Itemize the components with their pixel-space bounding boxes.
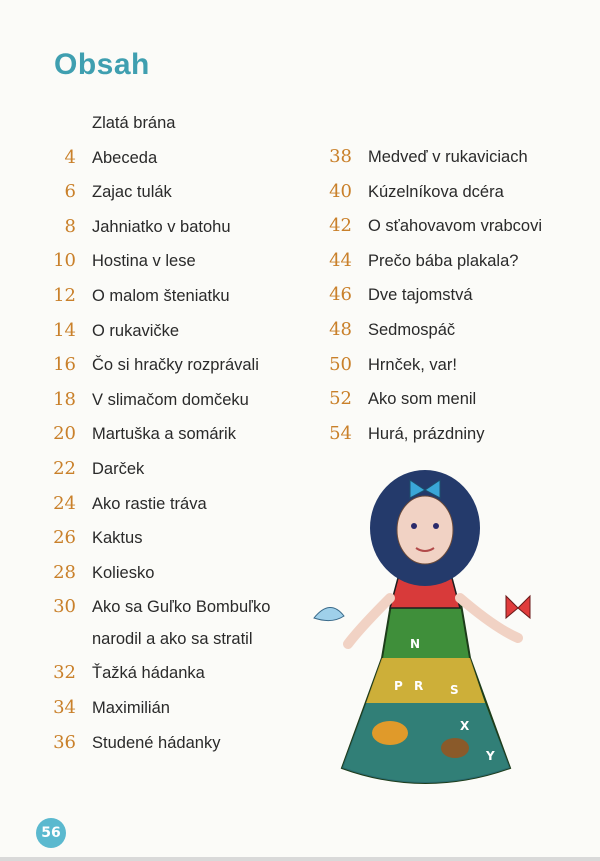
toc-entry[interactable]	[48, 146, 308, 181]
toc-entry[interactable]	[48, 388, 308, 423]
toc-entry[interactable]	[48, 731, 308, 766]
dress-band	[366, 658, 485, 703]
toc-entry[interactable]	[48, 492, 308, 527]
svg-text:N: N	[410, 637, 421, 651]
page-title: Obsah	[54, 48, 150, 81]
toc-entry[interactable]	[48, 319, 308, 354]
toc-entry[interactable]	[324, 387, 594, 422]
toc-title: Abeceda	[92, 148, 158, 167]
toc-title-line2: narodil a ako sa stratil	[92, 630, 253, 649]
toc-title: Studené hádanky	[92, 733, 221, 752]
toc-page-number: 16	[53, 354, 76, 376]
toc-entry[interactable]	[48, 249, 308, 284]
toc-title: Kaktus	[92, 529, 143, 548]
svg-text:P: P	[394, 679, 403, 693]
toc-title: Jahniatko v batohu	[92, 217, 231, 236]
cat-shape	[441, 738, 469, 758]
toc-title: Medveď v rukaviciach	[368, 148, 528, 166]
toc-page-number: 44	[329, 249, 352, 271]
toc-title: Koliesko	[92, 563, 155, 582]
toc-entry[interactable]	[48, 215, 308, 250]
toc-entry[interactable]	[324, 318, 594, 353]
toc-page-number: 8	[64, 215, 76, 237]
toc-entry[interactable]	[324, 249, 594, 284]
toc-entry[interactable]	[48, 661, 308, 696]
toc-title: Hostina v lese	[92, 252, 196, 271]
toc-title: Hrnček, var!	[368, 355, 457, 374]
toc-page-number: 18	[53, 388, 76, 410]
lion-shape	[372, 721, 408, 745]
toc-entry[interactable]	[324, 353, 594, 388]
toc-page-number: 36	[53, 731, 76, 753]
toc-title: Prečo bába plakala?	[368, 251, 519, 270]
toc-title: O malom šteniatku	[92, 286, 230, 305]
page-number-badge: 56	[36, 818, 66, 848]
toc-page-number: 40	[329, 180, 352, 202]
toc-entry[interactable]	[48, 457, 308, 492]
toc-title: Darček	[92, 459, 145, 478]
toc-title: O rukavičke	[92, 321, 180, 340]
toc-title: Ako rastie tráva	[92, 494, 207, 513]
toc-title: Kúzelníkova dcéra	[368, 182, 504, 201]
toc-title: Sedmospáč	[368, 320, 456, 339]
toc-entry[interactable]	[48, 561, 308, 596]
toc-title-line1: Ako sa Guľko Bombuľko	[92, 598, 271, 617]
toc-page-number: 34	[53, 696, 76, 718]
face	[397, 496, 453, 564]
toc-page-number: 52	[329, 388, 352, 410]
toc-title: Zlatá brána	[92, 114, 176, 132]
toc-title: Hurá, prázdniny	[368, 424, 485, 443]
toc-entry[interactable]	[48, 111, 308, 146]
toc-page-number: 30	[53, 596, 76, 618]
toc-page-number: 20	[53, 423, 76, 445]
toc-title: Čo si hračky rozprávali	[92, 356, 259, 375]
page-edge	[0, 857, 600, 861]
dress-hem	[342, 703, 510, 783]
toc-entry[interactable]	[324, 283, 594, 318]
toc-left-column	[48, 111, 308, 765]
toc-entry[interactable]	[48, 696, 308, 731]
toc-title: O sťahovavom vrabcovi	[368, 217, 543, 236]
toc-page-number: 50	[329, 353, 352, 375]
butterfly-icon	[506, 596, 530, 618]
toc-page-number: 48	[329, 318, 352, 340]
toc-entry[interactable]	[324, 180, 594, 215]
toc-entry[interactable]	[48, 595, 308, 661]
right-eye	[433, 523, 439, 529]
bird-icon	[314, 607, 344, 620]
toc-page-number: 24	[53, 492, 76, 514]
toc-entry[interactable]	[48, 353, 308, 388]
toc-page-number: 26	[53, 527, 76, 549]
toc-entry[interactable]	[48, 284, 308, 319]
toc-entry[interactable]	[324, 214, 594, 249]
toc-entry[interactable]	[48, 422, 308, 457]
toc-title	[92, 595, 270, 651]
toc-title: Ako som menil	[368, 390, 477, 409]
svg-text:Y: Y	[486, 749, 495, 763]
toc-page-number: 12	[53, 284, 76, 306]
toc-title: Martuška a somárik	[92, 425, 236, 444]
alphabet-girl-illustration	[310, 468, 540, 798]
toc-page-number: 10	[53, 250, 76, 272]
toc-page-number: 46	[329, 284, 352, 306]
toc-title: Zajac tulák	[92, 183, 172, 202]
toc-title: Dve tajomstvá	[368, 286, 473, 305]
toc-title: Maximilián	[92, 698, 170, 717]
toc-title: Ťažká hádanka	[92, 664, 205, 683]
svg-text:S: S	[450, 683, 459, 697]
toc-page-number: 32	[53, 662, 76, 684]
toc-page-number: 14	[53, 319, 76, 341]
svg-text:X: X	[460, 719, 470, 733]
toc-page-number: 4	[64, 146, 76, 168]
toc-entry[interactable]	[48, 526, 308, 561]
toc-page-number: 22	[53, 457, 76, 479]
toc-page-number: 28	[53, 561, 76, 583]
toc-page-number: 54	[329, 422, 352, 444]
toc-entry[interactable]	[324, 422, 594, 457]
toc-entry[interactable]	[324, 145, 594, 180]
toc-page-number: 42	[329, 215, 352, 237]
toc-page-number: 6	[64, 181, 76, 203]
svg-text:R: R	[414, 679, 424, 693]
left-eye	[411, 523, 417, 529]
toc-title: V slimačom domčeku	[92, 390, 249, 409]
toc-page-number: 38	[329, 146, 352, 167]
left-arm	[348, 598, 390, 644]
toc-right-column	[324, 145, 594, 456]
toc-entry[interactable]	[48, 180, 308, 215]
